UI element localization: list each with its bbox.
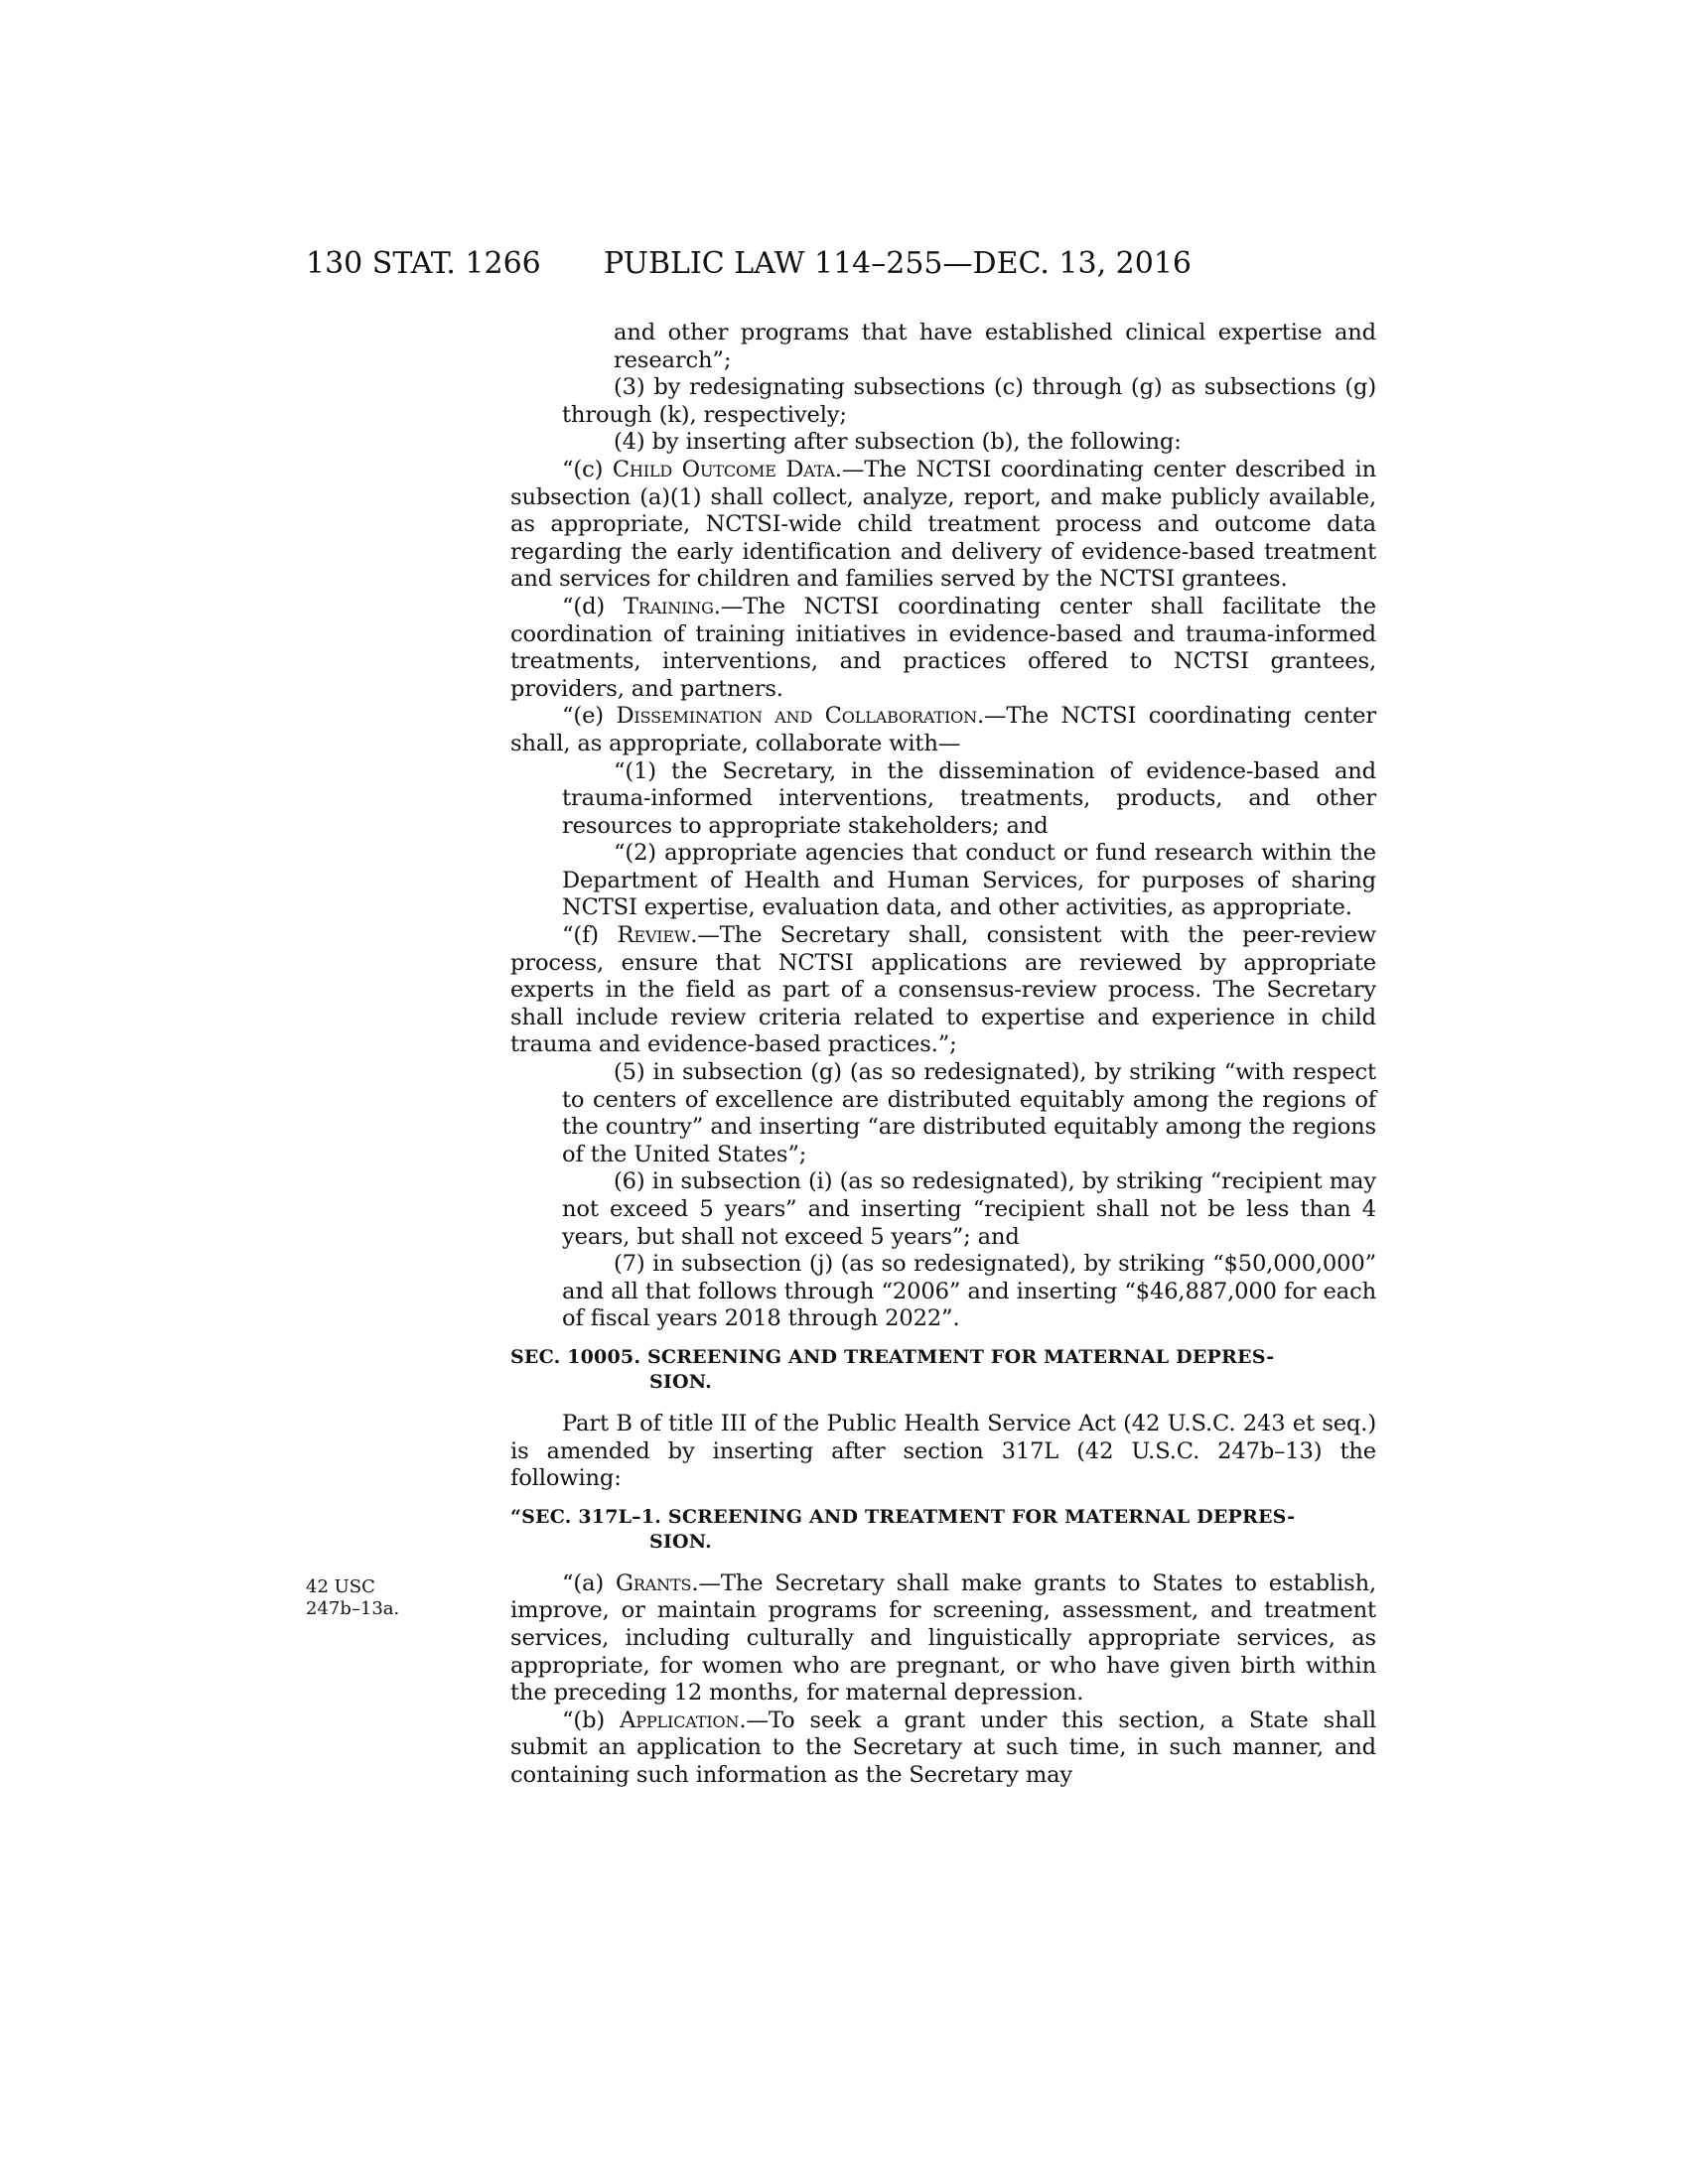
section-heading-10005 (510, 1345, 1376, 1395)
subsection-e-item-1: “(1) the Secretary, in the dissemination of evidence-based and trauma-informed interventions, treatments, products, and other resources to appropriate stakeholders; and (562, 757, 1376, 839)
subsection-f-open: “(f) (562, 922, 618, 949)
paragraph-item-7: (7) in subsection (j) (as so redesignated), by striking “$50,000,000” and all that follows through “2006” and inserting “$46,887,000 for each of fiscal years 2018 through 2022”. (562, 1251, 1376, 1332)
section-heading-10005-line1: SEC. 10005. SCREENING AND TREATMENT FOR MATERNAL DEPRES- (510, 1345, 1275, 1368)
paragraph-item-5: (5) in subsection (g) (as so redesignated), by striking “with respect to centers of excellence are distributed equitably among the regions of the country” and inserting “are distributed equitably among the regions of the United States”; (562, 1059, 1376, 1167)
subsection-b-heading: Application (620, 1706, 740, 1733)
subsection-c (510, 457, 1376, 594)
subsection-b-open: “(b) (562, 1706, 621, 1733)
paragraph-item-4: (4) by inserting after subsection (b), the following: (614, 429, 1182, 456)
subsection-e (510, 703, 1376, 757)
margin-citation-line1: 42 USC (306, 1576, 375, 1597)
amendment-intro: Part B of title III of the Public Health Service Act (42 U.S.C. 243 et seq.) is amended by inserting after section 317L (42 U.S.C. 247b–13) the following: (510, 1410, 1376, 1492)
subsection-a-open: “(a) (562, 1570, 616, 1596)
subsection-a-text: .—The Secretary shall make grants to States to establish, improve, or maintain programs for screening, assessment, and treatment services, including culturally and linguistically appropriate services, as appropriate, for women who are pregnant, or who have given birth within the preceding 12 months, for maternal depression. (510, 1570, 1376, 1706)
subsection-e-text: .—The NCTSI coordinating center shall, as appropriate, collaborate with— (510, 703, 1377, 756)
section-heading-317l-1-line2: SION. (649, 1530, 712, 1553)
margin-citation-line2: 247b–13a. (306, 1598, 400, 1619)
section-heading-317l-1-line1: “SEC. 317L–1. SCREENING AND TREATMENT FOR MATERNAL DEPRES- (510, 1505, 1296, 1528)
subsection-e-open: “(e) (562, 703, 617, 730)
subsection-b-text: .—To seek a grant under this section, a State shall submit an application to the Secretary at such time, in such manner, and containing such information as the Secretary may (510, 1706, 1376, 1788)
subsection-d-open: “(d) (562, 593, 624, 619)
subsection-f-heading: Review (617, 922, 691, 949)
subsection-d-text: .—The NCTSI coordinating center shall facilitate the coordination of training initiatives in evidence-based and trauma-informed treatments, interventions, and practices offered to NCTSI grantees, providers, and partners. (510, 593, 1376, 702)
subsection-e-heading: Dissemination and Collaboration (616, 703, 977, 730)
statute-text (510, 320, 1376, 1790)
subsection-d (510, 594, 1376, 703)
subsection-a-grants (510, 1570, 1376, 1707)
running-head: PUBLIC LAW 114–255—DEC. 13, 2016 (604, 246, 1193, 281)
subsection-d-heading: Training (623, 593, 714, 619)
paragraph-item-3: (3) by redesignating subsections (c) through (g) as subsections (g) through (k), respectively; (562, 374, 1376, 428)
subsection-a-heading: Grants (615, 1570, 692, 1596)
subsection-f (510, 922, 1376, 1059)
subsection-f-text: .—The Secretary shall, consistent with the peer-review process, ensure that NCTSI applications are reviewed by appropriate experts in the field as part of a consensus-review process. The Secretary shall include review criteria related to expertise and experience in child trauma and evidence-based practices.”; (510, 922, 1376, 1058)
subsection-c-text: .—The NCTSI coordinating center described in subsection (a)(1) shall collect, analyze, report, and make publicly available, as appropriate, NCTSI-wide child treatment process and outcome data regarding the early identification and delivery of evidence-based treatment and services for children and families served by the NCTSI grantees. (510, 456, 1376, 593)
paragraph-item-6: (6) in subsection (i) (as so redesignated), by striking “recipient may not exceed 5 years” and inserting “recipient shall not be less than 4 years, but shall not exceed 5 years”; and (562, 1168, 1376, 1250)
section-heading-317l-1 (510, 1505, 1376, 1555)
subsection-b-application (510, 1707, 1376, 1790)
subsection-e-item-2: “(2) appropriate agencies that conduct or fund research within the Department of Health and Human Services, for purposes of sharing NCTSI expertise, evaluation data, and other activities, as appropriate. (562, 840, 1376, 921)
page-header (306, 246, 1378, 286)
subsection-c-heading: Child Outcome Data (612, 456, 835, 482)
paragraph-continued: and other programs that have established clinical expertise and research”; (614, 320, 1376, 373)
subsection-c-open: “(c) (562, 456, 613, 482)
section-heading-10005-line2: SION. (649, 1370, 712, 1393)
statute-page-number: 130 STAT. 1266 (306, 246, 541, 281)
margin-citation (306, 1576, 455, 1620)
